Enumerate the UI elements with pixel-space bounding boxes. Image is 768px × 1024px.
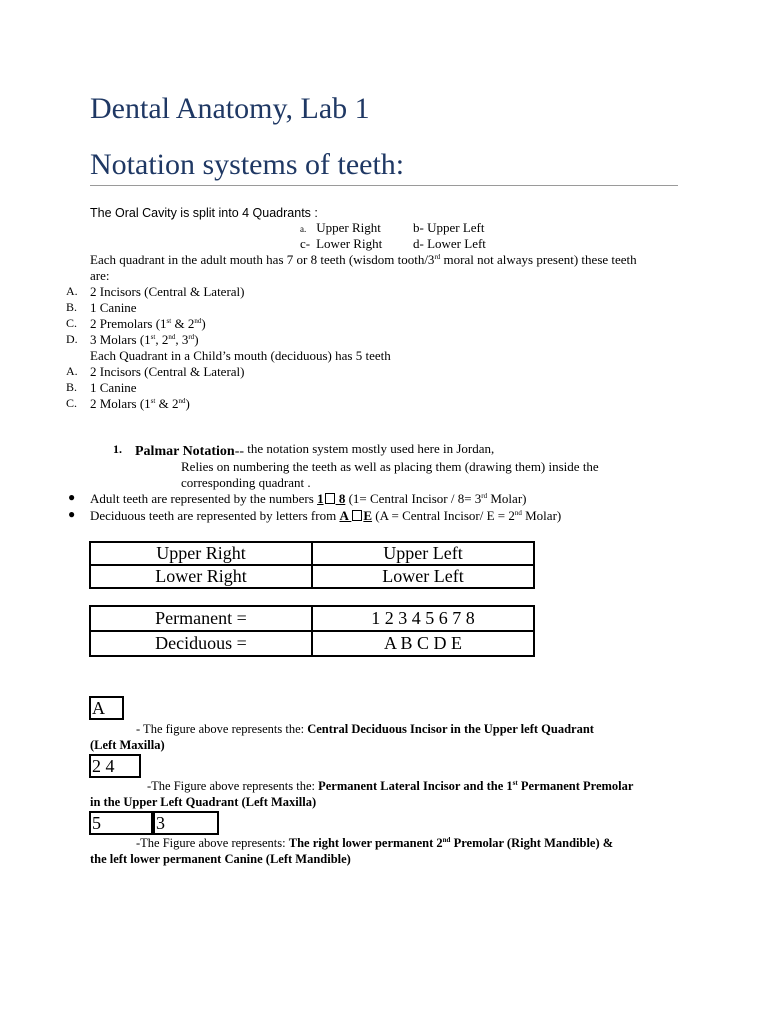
table-cell: A B C D E [312,631,534,656]
figure-lead: - The figure above represents the: [136,722,308,736]
superscript: st [150,333,156,341]
item-text: & 2 [155,396,179,411]
item-text: ) [201,316,206,331]
adult-list-item [90,332,199,348]
palmar-heading: Palmar Notation [135,444,235,459]
child-intro: Each Quadrant in a Child’s mouth (deciduous) has 5 teeth [90,348,391,363]
figure-box-right: 3 [153,811,219,835]
palmar-desc-2: Relies on numbering the teeth as well as placing them (drawing them) inside the [181,459,599,474]
bullet-text: Molar) [521,508,562,523]
adult-list-item: 1 Canine [90,300,137,315]
adult-intro-text-2: moral not always present) these teeth [440,252,637,267]
figure-answer-cont: the left lower permanent Canine (Left Mandible) [90,852,351,866]
item-text: 3 Molars (1 [90,332,151,347]
heading-dashes: -- [234,444,245,459]
list-marker: A. [66,364,78,378]
table-row [90,631,534,656]
figure-answer-cont: in the Upper Left Quadrant (Left Maxilla) [90,795,317,809]
list-marker: B. [66,300,78,314]
superscript: rd [188,333,195,341]
bullet-bold: E [363,508,373,523]
adult-intro-text: Each quadrant in the adult mouth has 7 or 8 teeth (wisdom tooth/3 [90,252,435,267]
figure-answer: Permanent Lateral Incisor and the 1 [318,779,513,793]
table-row [90,542,534,565]
quadrant-b: b- Upper Left [413,220,485,235]
quadrant-label: Lower Right [316,236,383,251]
figure-answer: The right lower permanent 2 [288,836,443,850]
figure-description [147,778,633,794]
bullet-text: Molar) [487,491,527,506]
table-cell: 1 2 3 4 5 6 7 8 [312,606,534,631]
bullet-adult [90,491,526,507]
child-list-item: 1 Canine [90,380,137,395]
superscript: st [150,397,156,405]
quadrant-table [89,541,535,589]
table-cell: Lower Right [90,565,312,588]
figure-lead: -The Figure above represents the: [147,779,319,793]
superscript: nd [442,836,451,844]
superscript: nd [178,397,186,405]
intro-text: The Oral Cavity is split into 4 Quadrants : [90,206,318,220]
palmar-desc: the notation system mostly used here in Jordan, [244,441,495,456]
title-divider [90,185,678,186]
bullet-deciduous [90,508,561,524]
adult-intro-cont: are: [90,268,110,283]
bullet-text: Adult teeth are represented by the numbers [90,491,318,506]
list-marker: D. [66,332,78,346]
quadrant-label: Upper Right [316,220,381,235]
item-text: ) [185,396,190,411]
section-title: Notation systems of teeth: [90,148,405,181]
adult-list-item [90,316,206,332]
notation-table [89,605,535,657]
quadrant-a [300,220,381,237]
adult-intro [90,252,637,268]
bullet-icon: ● [68,507,76,521]
item-text: 2 Molars (1 [90,396,151,411]
palmar-heading-line [135,441,494,460]
quadrant-c [300,236,382,252]
figure-description [136,721,594,737]
figure-description [136,835,613,851]
list-marker: c- [300,236,311,251]
bullet-bold: 1 [317,491,324,506]
table-cell: Lower Left [312,565,534,588]
list-marker: B. [66,380,78,394]
quadrant-d: d- Lower Left [413,236,486,251]
palmar-desc-3: corresponding quadrant . [181,475,311,490]
item-text: , 3 [175,332,189,347]
adult-list-item: 2 Incisors (Central & Lateral) [90,284,245,299]
superscript: rd [481,492,488,500]
superscript: st [166,317,172,325]
table-row [90,606,534,631]
table-row [90,565,534,588]
figure-box: 2 4 [89,754,141,778]
list-marker: C. [66,396,78,410]
bullet-text: (A = Central Incisor/ E = 2 [372,508,515,523]
figure-answer: Central Deciduous Incisor in the Upper left Quadrant [307,722,594,736]
table-cell: Upper Right [90,542,312,565]
page-title: Dental Anatomy, Lab 1 [90,92,370,125]
superscript: rd [434,253,441,261]
superscript: nd [194,317,202,325]
bullet-icon: ● [68,490,76,504]
item-text: 2 Premolars (1 [90,316,167,331]
figure-box: A [89,696,124,720]
figure-answer: Permanent Premolar [517,779,634,793]
arrow-box-icon [325,493,335,504]
child-list-item [90,396,190,412]
figure-lead: -The Figure above represents: [136,836,289,850]
bullet-bold: A [339,508,352,523]
child-list-item: 2 Incisors (Central & Lateral) [90,364,245,379]
arrow-box-icon [352,510,362,521]
figure-box-left: 5 [89,811,153,835]
table-cell: Upper Left [312,542,534,565]
item-text: & 2 [171,316,195,331]
table-cell: Deciduous = [90,631,312,656]
figure-answer: Premolar (Right Mandible) & [450,836,614,850]
list-marker: A. [66,284,78,298]
section-number: 1. [113,442,122,456]
list-marker: C. [66,316,78,330]
bullet-text: (1= Central Incisor / 8= 3 [345,491,482,506]
bullet-text: Deciduous teeth are represented by letters from [90,508,340,523]
item-text: , 2 [155,332,169,347]
table-cell: Permanent = [90,606,312,631]
superscript: st [512,779,518,787]
superscript: nd [168,333,176,341]
superscript: nd [514,509,522,517]
figure-answer-cont: (Left Maxilla) [90,738,165,752]
bullet-bold: 8 [335,491,346,506]
item-text: ) [194,332,199,347]
list-marker: a. [300,224,307,234]
